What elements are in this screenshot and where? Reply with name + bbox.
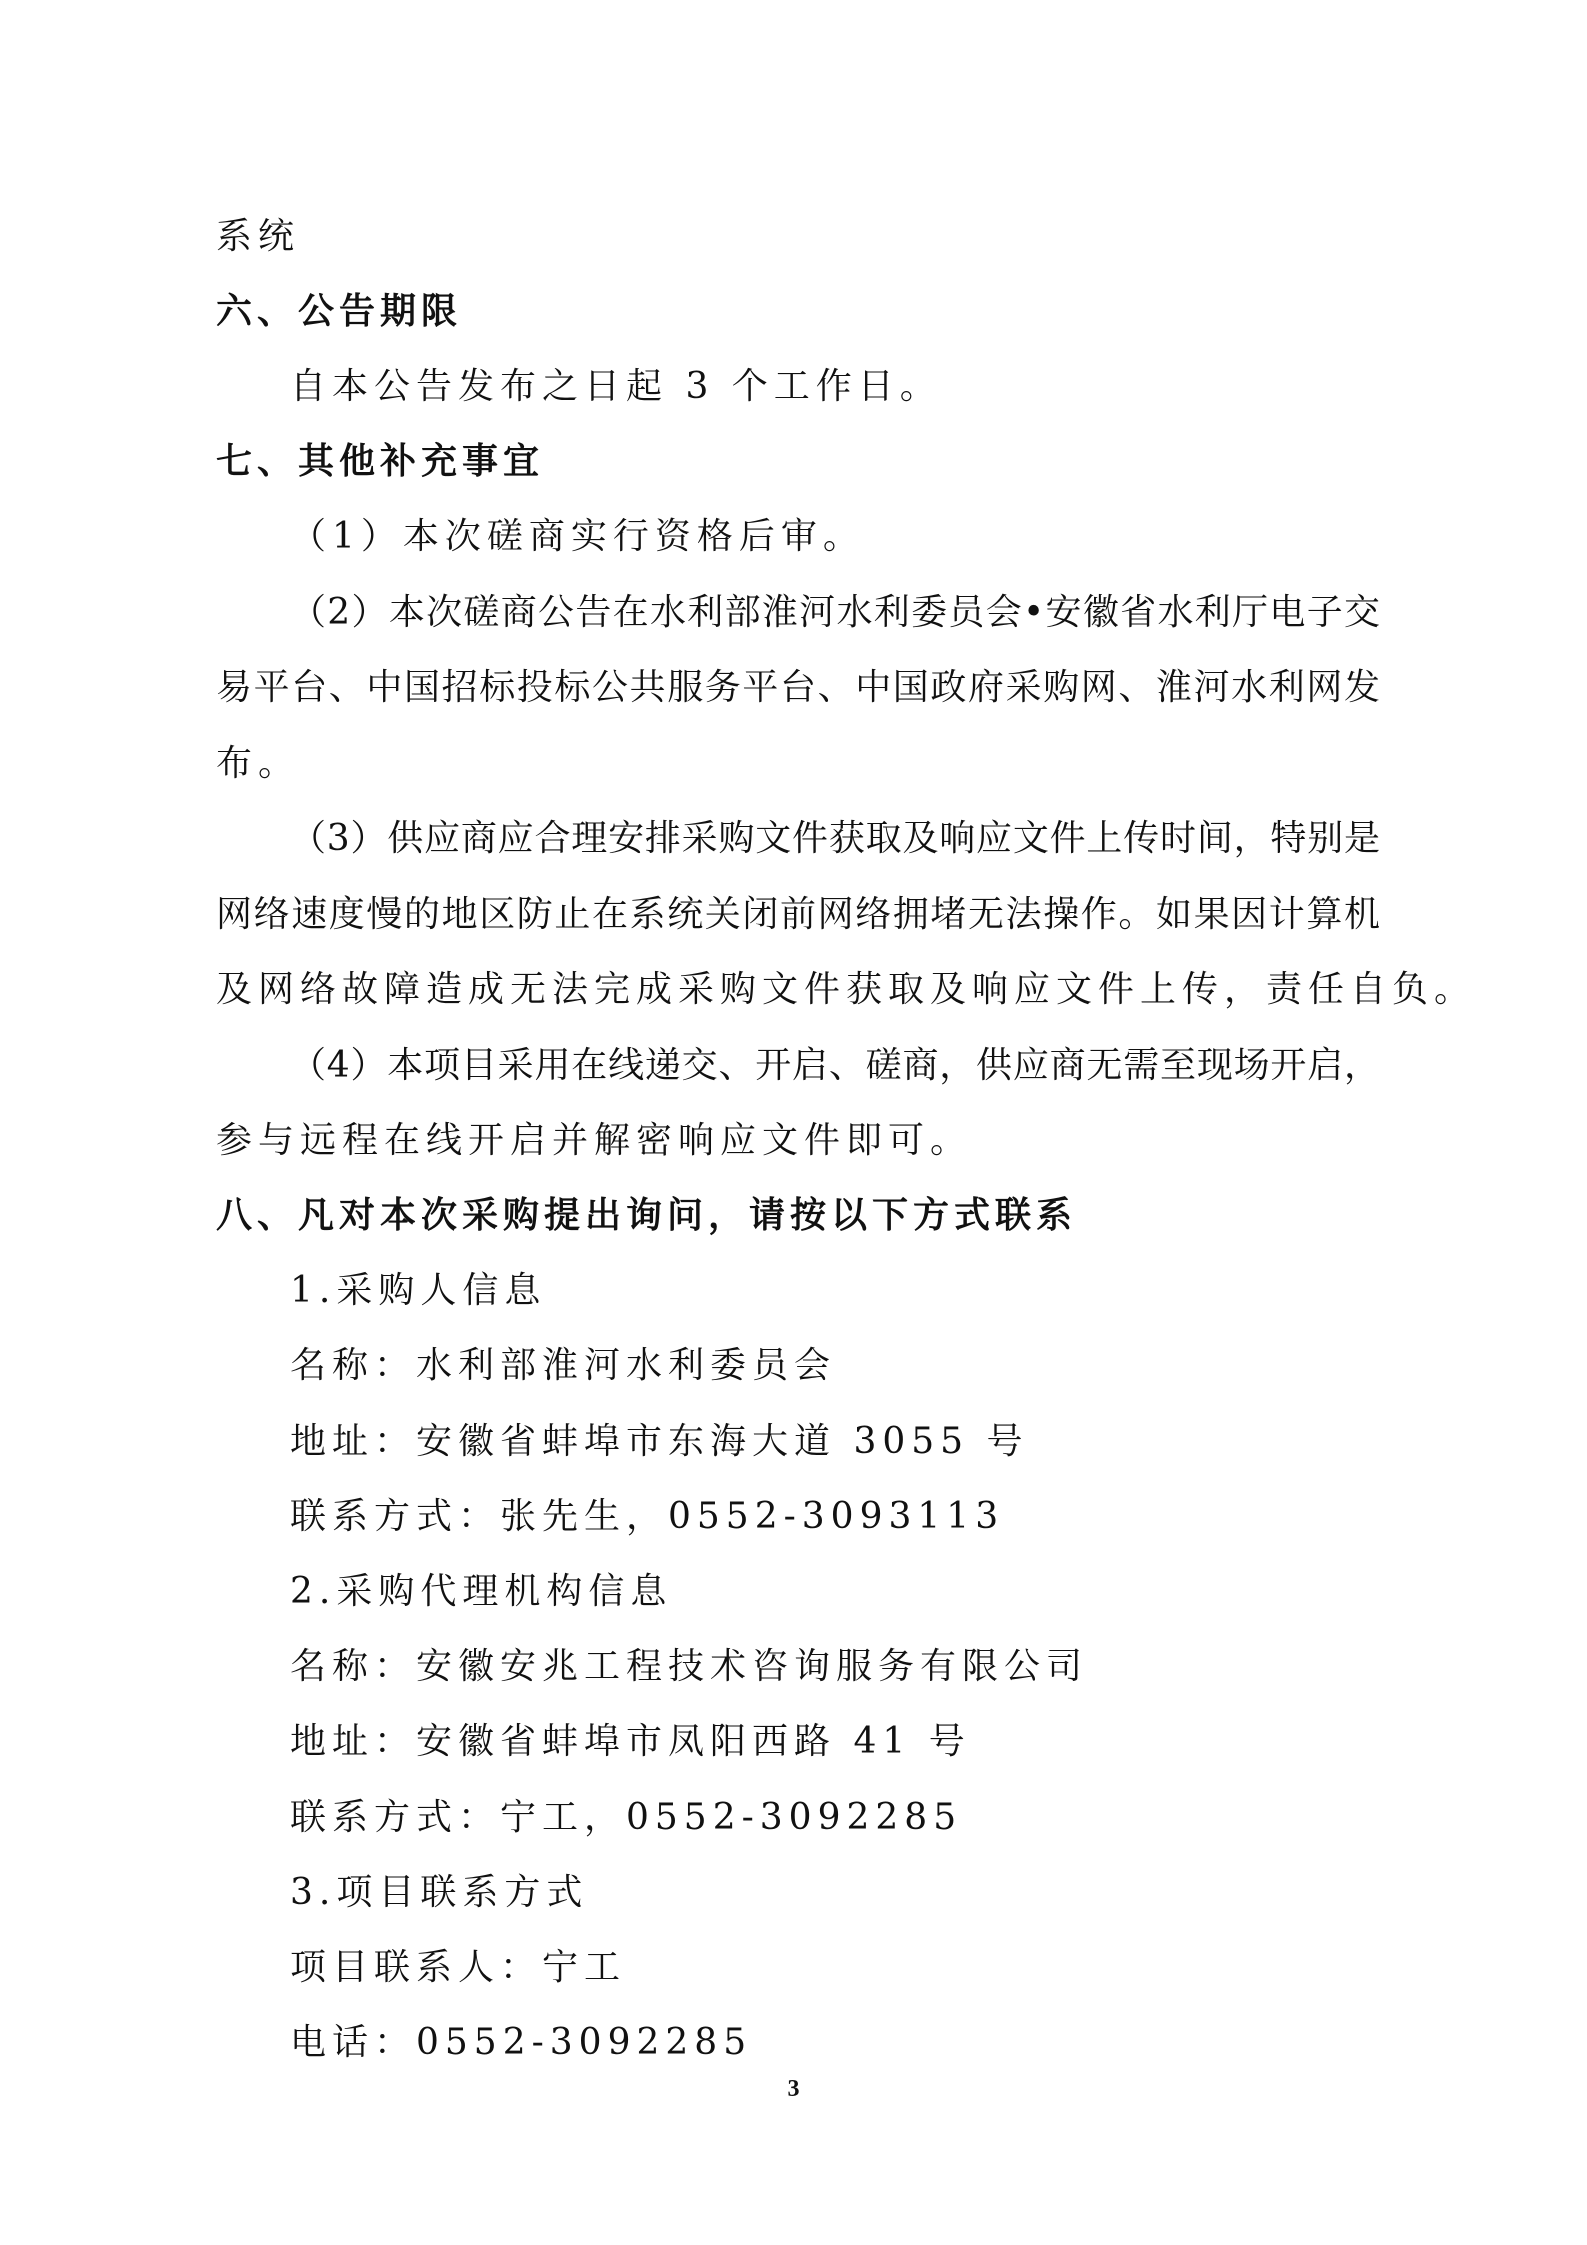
text-line: 电话：0552-3092285 <box>290 2022 753 2063</box>
text-line: （4）本项目采用在线递交、开启、磋商，供应商无需至现场开启， <box>290 1045 1380 1086</box>
text-line: 联系方式：张先生，0552-3093113 <box>290 1496 1005 1537</box>
text-line: （1）本次磋商实行资格后审。 <box>290 516 865 557</box>
text-line: 参与远程在线开启并解密响应文件即可。 <box>216 1120 973 1161</box>
text-line: 及网络故障造成无法完成采购文件获取及响应文件上传，责任自负。 <box>216 969 1477 1010</box>
text-line: 系统 <box>216 216 301 257</box>
text-line: 3.项目联系方式 <box>290 1872 589 1913</box>
text-line: 地址：安徽省蚌埠市东海大道 3055 号 <box>290 1421 1029 1462</box>
text-line: 地址：安徽省蚌埠市凤阳西路 41 号 <box>290 1721 971 1762</box>
section-heading-8: 八、凡对本次采购提出询问，请按以下方式联系 <box>216 1195 1078 1236</box>
text-line: 名称：水利部淮河水利委员会 <box>290 1345 837 1386</box>
page-number: 3 <box>787 2076 800 2102</box>
text-line: 2.采购代理机构信息 <box>290 1571 673 1612</box>
text-line: 名称：安徽安兆工程技术咨询服务有限公司 <box>290 1646 1089 1687</box>
text-line: 布。 <box>216 743 301 784</box>
section-heading-7: 七、其他补充事宜 <box>216 441 545 482</box>
text-line: 项目联系人：宁工 <box>290 1947 627 1988</box>
text-line: （2）本次磋商公告在水利部淮河水利委员会•安徽省水利厅电子交 <box>290 592 1380 633</box>
text-line: （3）供应商应合理安排采购文件获取及响应文件上传时间，特别是 <box>290 818 1380 859</box>
section-heading-6: 六、公告期限 <box>216 291 463 332</box>
text-line: 网络速度慢的地区防止在系统关闭前网络拥堵无法操作。如果因计算机 <box>216 894 1380 935</box>
text-line: 1.采购人信息 <box>290 1270 547 1311</box>
text-line: 自本公告发布之日起 3 个工作日。 <box>290 366 942 407</box>
text-line: 易平台、中国招标投标公共服务平台、中国政府采购网、淮河水利网发 <box>216 667 1380 708</box>
text-line: 联系方式：宁工，0552-3092285 <box>290 1797 963 1838</box>
